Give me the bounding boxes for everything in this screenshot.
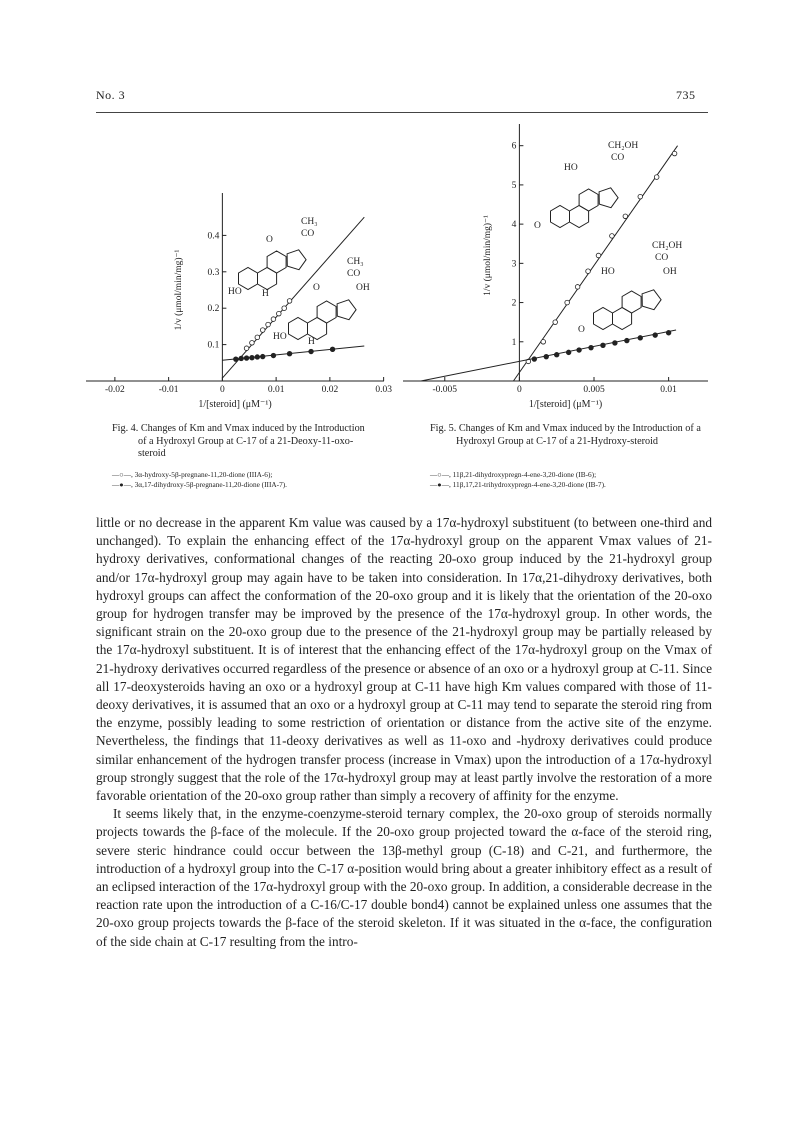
structure-label: O [578,325,585,335]
paragraph-1: little or no decrease in the apparent Km value was caused by a 17α-hydroxyl substituent (to between one-third and unchanged). To explain the enhancing effect of the 17α-hydroxyl group on the apparent Vmax values of 21-hydroxy derivatives, conformational changes of the reacting 20-oxo group induced by the 21-hydroxyl group and/or 17α-hydroxyl group may again have to be taken into consideration. In 17α,21-dihydroxy derivatives, both hydroxyl groups can affect the conformation of the 20-oxo group and it is likely that the orientation of the 20-oxo group for hydrogen transfer may be improved by the presence of the 17α-hydroxyl group. In other words, the significant strain on the 20-oxo group due to the presence of the 21-hydroxyl group may be partially released by the 17α-hydroxyl substituent. It is of interest that the enhancing effect of the 17α-hydroxyl group on the Vmax of 21-hydroxy derivatives occurred regardless of the presence or absence of an oxo or a hydroxyl group at C-11. Since all 17-deoxysteroids having an oxo or a hydroxyl group at C-11 have high Km values compared with those of 11-deoxy derivatives, it is assumed that an oxo or a hydroxyl group at C-11 may tend to separate the steroid ring from the enzyme, possibly leading to some restriction of orientation or distance from the active site of the enzyme. Nevertheless, the findings that 11-deoxy derivatives as well as 11-oxo and -hydroxy derivatives could produce similar enhancement of the hydrogen transfer process (increase in Vmax) upon the introduction of a 17α-hydroxyl group strongly suggest that the role of the 17α-hydroxyl group may at least partly involve the restoration of a more favorable orientation of the 20-oxo group rather than simply a recovery of affinity for the enzyme. [96,515,712,804]
figure-5-caption [430,423,702,448]
legend-item-filled: —●—, 3α,17-dihydroxy-5β-pregnane-11,20-dione (IIIA-7). [112,480,287,489]
structure-label: OH [663,267,677,277]
y-tick-label: 4 [511,220,517,231]
figure-4-legend [112,470,287,490]
data-point-filled [625,338,630,343]
x-axis-label: 1/[steroid] (μM⁻¹) [528,399,603,410]
structure-label: HO [601,267,615,277]
data-point-filled [532,357,537,362]
y-tick-label: 1 [511,337,517,348]
legend-item-filled: —●—, 11β,17,21-trihydroxypregn-4-ene-3,20-dione (IB-7). [430,480,606,489]
x-tick-label: -0.02 [104,385,125,395]
figure-4-caption-title: Fig. 4. Changes of Km and Vmax induced by the Introduction of a Hydroxyl Group at C-17 of a 21-Deoxy-11-oxo-steroid [112,423,365,459]
structure-label: HO [273,332,287,342]
x-tick-label: 0.01 [267,385,285,395]
y-tick-label: 0.4 [207,231,220,242]
structure-label: HO [228,287,242,297]
x-tick-label: 0.03 [375,385,392,395]
steroid-5b-ring-d [642,290,661,310]
y-tick-label: 5 [511,180,517,191]
steroid-5b-ring-c [622,291,641,313]
paragraph-2: It seems likely that, in the enzyme-coenzyme-steroid ternary complex, the 20-oxo group of steroids normally projects towards the β-face of the molecule. If the 20-oxo group projected toward the α-face of the steroid ring, severe steric hindrance could occur between the 13β-methyl group (C-18) and C-21, and furthermore, the introduction of a hydroxyl group into the C-17 α-position would bring about a greater inhibitory effect as a result of an eclipsed interaction of the 17α-hydroxyl group with the 20-oxo group. In addition, a considerable decrease in the reaction rate upon the introduction of a C-16/C-17 double bond4) cannot be explained unless one assumes that the 20-oxo group projects towards the β-face of the steroid skeleton. If it was situated in the α-face, the configuration of the side chain at C-17 resulting from the intro- [96,806,712,949]
data-point-filled [577,348,582,353]
steroid-5a-ring-a [551,206,570,228]
steroid-5a-ring-c [579,189,598,211]
structure-label: CH₂OH [608,141,639,151]
data-point-filled [653,333,658,338]
data-point-open [553,320,558,325]
data-point-open [541,339,546,344]
data-point-filled [589,345,594,350]
x-tick-label: 0 [220,385,225,395]
data-point-open [596,253,601,258]
data-point-open [586,269,591,274]
data-point-open [672,151,677,156]
data-point-filled [601,343,606,348]
structure-label: CO [611,153,625,163]
y-tick-label: 0.2 [207,304,220,315]
structure-label: CO [347,269,361,279]
data-point-open [565,300,570,305]
legend-item-open: —○—, 3α-hydroxy-5β-pregnane-11,20-dione (IIIA-6); [112,470,273,479]
x-tick-label: 0.005 [583,385,605,395]
structure-label: HO [564,163,578,173]
legend-item-open: —○—, 11β,21-dihydroxypregn-4-ene-3,20-dione (IB-6); [430,470,597,479]
structure-label: H [262,289,269,299]
data-point-open [638,194,643,199]
data-point-filled [638,336,643,341]
y-tick-label: 2 [511,298,517,309]
data-point-filled [566,350,571,355]
y-tick-label: 0.1 [207,340,220,351]
data-point-open [610,234,615,239]
y-tick-label: 3 [511,259,517,270]
structure-label: O [313,283,320,293]
data-point-open [623,214,628,219]
figure-5-legend [430,470,606,490]
page-number: 735 [676,88,696,102]
data-point-filled [544,354,549,359]
structure-label: OH [356,283,370,293]
figure-5-caption-title: Fig. 5. Changes of Km and Vmax induced by the Introduction of a Hydroxyl Group at C-17 of a 21-Hydroxy-steroid [430,423,701,447]
x-tick-label: 0.02 [321,385,339,395]
structure-label: CH₂OH [652,241,683,251]
journal-issue: No. 3 [96,88,126,102]
y-axis-label: 1/v (μmol/min/mg)⁻¹ [174,249,184,331]
structure-label: CH₃ [347,257,364,267]
data-point-open [654,175,659,180]
x-tick-label: 0.01 [660,385,677,395]
x-tick-label: 0 [517,385,522,395]
data-point-filled [613,341,618,346]
structure-label: CH₃ [301,217,318,227]
structure-label: CO [655,253,669,263]
data-point-filled [666,330,671,335]
structure-label: H [308,337,315,347]
steroid-5a-ring-d [599,188,618,208]
y-tick-label: 6 [511,141,517,152]
structure-label: O [534,221,541,231]
x-tick-label: -0.005 [432,385,458,395]
figure-5-plot [0,0,793,420]
structure-label: O [266,235,273,245]
y-tick-label: 0.3 [207,267,220,278]
structure-label: CO [301,229,315,239]
x-axis-label: 1/[steroid] (μM⁻¹) [198,399,272,410]
data-point-open [575,285,580,290]
figure-4-caption [112,423,374,461]
data-point-filled [554,352,559,357]
body-text [96,514,712,951]
steroid-5b-ring-a [594,308,613,330]
x-tick-label: -0.01 [158,385,179,395]
y-axis-label: 1/v (μmol/min/mg)⁻¹ [483,215,493,296]
